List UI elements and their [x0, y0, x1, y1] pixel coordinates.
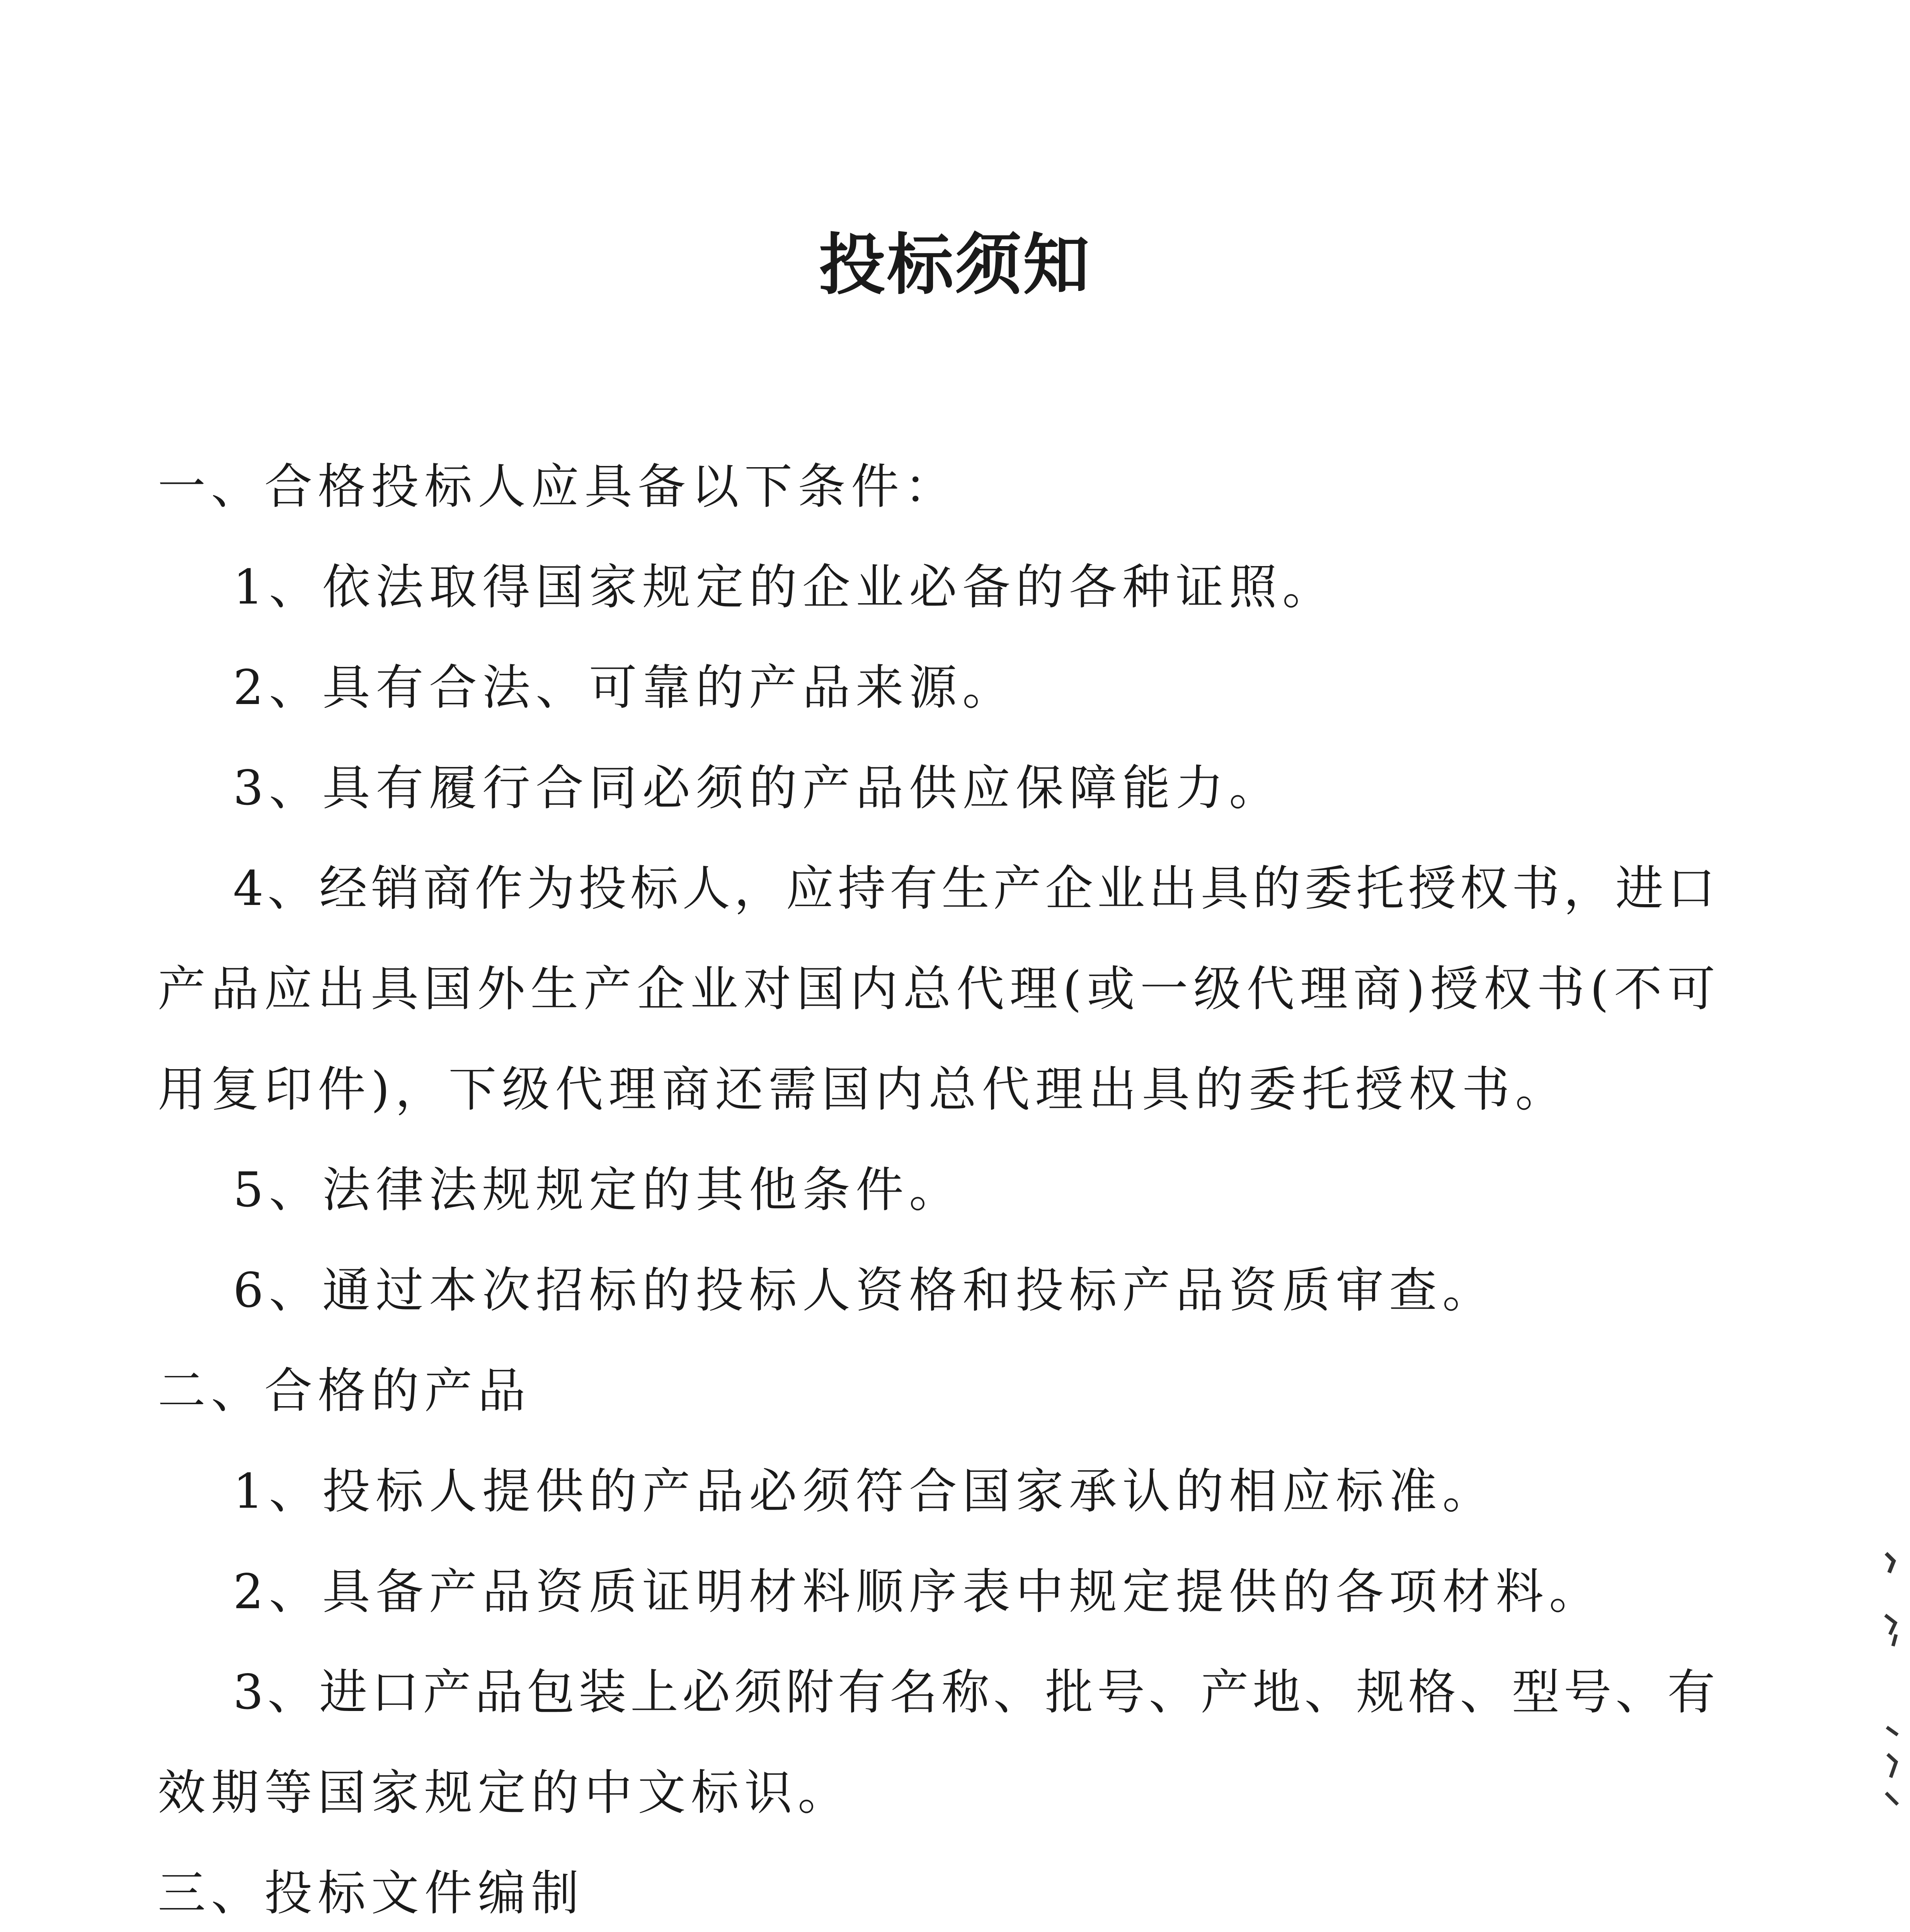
list-item: 1、依法取得国家规定的企业必备的各种证照。 — [233, 560, 1336, 615]
list-item: 4、经销商作为投标人，应持有生产企业出具的委托授权书，进口 — [233, 861, 1715, 917]
list-item: 6、通过本次招标的投标人资格和投标产品资质审查。 — [233, 1263, 1496, 1318]
list-item-continuation: 产品应出具国外生产企业对国内总代理(或一级代理商)授权书(不可 — [158, 961, 1715, 1017]
page-title: 投标须知 — [819, 226, 1091, 304]
section-heading: 三、投标文件编制 — [158, 1866, 585, 1921]
list-item-continuation: 效期等国家规定的中文标识。 — [158, 1765, 851, 1821]
list-item: 5、法律法规规定的其他条件。 — [233, 1162, 962, 1218]
list-item: 2、具备产品资质证明材料顺序表中规定提供的各项材料。 — [233, 1564, 1602, 1620]
list-item: 3、进口产品包装上必须附有名称、批号、产地、规格、型号、有 — [233, 1665, 1715, 1720]
section-heading: 一、合格投标人应具备以下条件： — [158, 459, 958, 515]
section-heading: 二、合格的产品 — [158, 1363, 531, 1419]
scan-edge-marks — [1882, 1546, 1905, 1855]
list-item: 2、具有合法、可靠的产品来源。 — [233, 660, 1016, 716]
list-item-continuation: 用复印件)，下级代理商还需国内总代理出具的委托授权书。 — [158, 1062, 1569, 1117]
list-item: 1、投标人提供的产品必须符合国家承认的相应标准。 — [233, 1464, 1496, 1519]
list-item: 3、具有履行合同必须的产品供应保障能力。 — [233, 760, 1282, 816]
document-body — [158, 437, 1715, 1932]
